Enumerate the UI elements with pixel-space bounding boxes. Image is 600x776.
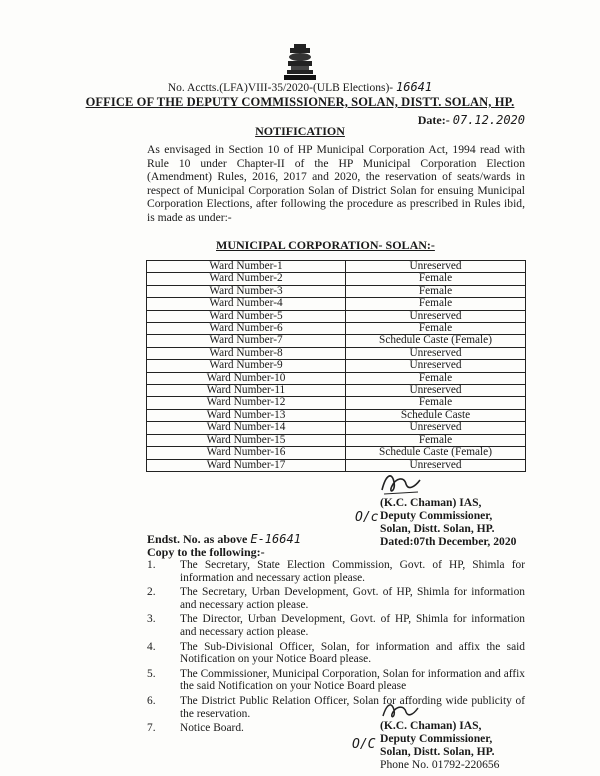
signatory-phone: Phone No. 01792-220656 [380, 758, 500, 771]
list-item [147, 559, 525, 584]
ward-number-cell: Ward Number-1 [147, 261, 346, 273]
table-row [147, 285, 526, 297]
signatory-location: Solan, Distt. Solan, HP. [380, 745, 495, 758]
list-item-text: The Director, Urban Development, Govt. of HP, Shimla for information and necessary action please. [180, 613, 525, 638]
signature-block-2 [380, 719, 499, 771]
list-item-number: 7. [147, 722, 156, 735]
list-item [147, 586, 525, 611]
list-item-text: Notice Board. [180, 722, 244, 735]
reservation-cell: Unreserved [346, 261, 526, 273]
table-row [147, 447, 526, 459]
list-item [147, 695, 525, 720]
signatory-name: (K.C. Chaman) IAS, [380, 496, 482, 509]
list-item-number: 3. [147, 613, 156, 626]
table-row [147, 409, 526, 421]
ward-number-cell: Ward Number-8 [147, 347, 346, 359]
list-item-number: 4. [147, 640, 156, 653]
ward-number-cell: Ward Number-10 [147, 372, 346, 384]
ward-number-cell: Ward Number-14 [147, 422, 346, 434]
ward-number-cell: Ward Number-7 [147, 335, 346, 347]
ward-number-cell: Ward Number-12 [147, 397, 346, 409]
ward-number-cell: Ward Number-5 [147, 310, 346, 322]
list-item [147, 613, 525, 638]
table-row [147, 385, 526, 397]
office-title: OFFICE OF THE DEPUTY COMMISSIONER, SOLAN, DISTT. SOLAN, HP. [85, 95, 515, 109]
table-row [147, 323, 526, 335]
signature-mark [378, 470, 424, 498]
list-item-number: 5. [147, 667, 156, 680]
state-emblem-icon [282, 44, 318, 82]
endorsement-number: Endst. No. as above E-16641 [147, 532, 301, 546]
table-row [147, 310, 526, 322]
ward-number-cell: Ward Number-15 [147, 434, 346, 446]
reservation-cell: Unreserved [346, 310, 526, 322]
table-row [147, 347, 526, 359]
ward-number-cell: Ward Number-16 [147, 447, 346, 459]
list-item-number: 1. [147, 559, 156, 571]
reference-number-handwritten: 16641 [396, 80, 433, 94]
notification-heading: NOTIFICATION [255, 124, 345, 138]
ward-number-cell: Ward Number-6 [147, 323, 346, 335]
table-row [147, 397, 526, 409]
ward-number-cell: Ward Number-17 [147, 459, 346, 471]
signature-date: Dated:07th December, 2020 [380, 535, 517, 548]
reference-number: No. Acctts.(LFA)VIII-35/2020-(ULB Elections)- 16641 [167, 80, 433, 94]
list-item-text: The District Public Relation Officer, Solan for affording wide publicity of the reservation. [180, 694, 525, 720]
list-item [147, 668, 525, 693]
oc-mark-2: O/C [352, 737, 376, 752]
notification-body: As envisaged in Section 10 of HP Municipal Corporation Act, 1994 read with Rule 10 under Chapter-II of the HP Municipal Corporation Election (Amendment) Rules, 2016, 2017 and 2020, the reservation of seats/wards in respect of Municipal Corporation Solan of District Solan for ensuing Municipal Corporation Elections, after following the procedure as prescribed in Rules ibid, is made as under:- [147, 143, 525, 224]
reservation-cell: Female [346, 323, 526, 335]
signature-block-1 [380, 496, 516, 548]
list-item-number: 6. [147, 694, 156, 707]
list-item-number: 2. [147, 586, 156, 599]
table-subheading: MUNICIPAL CORPORATION- SOLAN:- [216, 238, 435, 252]
reservation-cell: Female [346, 298, 526, 310]
issue-date: Date:- 07.12.2020 [417, 113, 525, 127]
table-row [147, 335, 526, 347]
copy-to-heading: Copy to the following:- [147, 545, 265, 559]
signatory-location: Solan, Distt. Solan, HP. [380, 522, 495, 535]
signatory-designation: Deputy Commissioner, [380, 732, 493, 745]
reservation-cell: Female [346, 434, 526, 446]
list-item-text: The Secretary, State Election Commission, Govt. of HP, Shimla for information and necessary action please. [180, 559, 525, 584]
ward-reservation-table [146, 260, 526, 472]
list-item-text: The Secretary, Urban Development, Govt. of HP, Shimla for information and necessary action please. [180, 586, 525, 611]
reservation-cell: Schedule Caste (Female) [346, 447, 526, 459]
reservation-cell: Schedule Caste [346, 409, 526, 421]
reservation-cell: Unreserved [346, 459, 526, 471]
table-row [147, 261, 526, 273]
table-row [147, 372, 526, 384]
reservation-cell: Unreserved [346, 347, 526, 359]
copy-to-list [147, 559, 525, 737]
ward-number-cell: Ward Number-11 [147, 385, 346, 397]
ward-number-cell: Ward Number-4 [147, 298, 346, 310]
reservation-cell: Unreserved [346, 360, 526, 372]
list-item-text: The Commissioner, Municipal Corporation, Solan for information and affix the said Notification on your Notice Board please [180, 667, 525, 693]
table-row [147, 422, 526, 434]
table-row [147, 273, 526, 285]
ward-number-cell: Ward Number-3 [147, 285, 346, 297]
signatory-name: (K.C. Chaman) IAS, [380, 719, 482, 732]
table-row [147, 459, 526, 471]
reservation-cell: Female [346, 285, 526, 297]
reservation-cell: Female [346, 273, 526, 285]
list-item-text: The Sub-Divisional Officer, Solan, for information and affix the said Notification on your Notice Board please. [180, 640, 525, 666]
table-row [147, 298, 526, 310]
reservation-cell: Unreserved [346, 385, 526, 397]
reservation-cell: Unreserved [346, 422, 526, 434]
ward-number-cell: Ward Number-2 [147, 273, 346, 285]
reservation-cell: Female [346, 372, 526, 384]
signatory-designation: Deputy Commissioner, [380, 509, 493, 522]
table-row [147, 360, 526, 372]
oc-mark-1: O/c [355, 510, 379, 525]
ward-number-cell: Ward Number-9 [147, 360, 346, 372]
reservation-cell: Schedule Caste (Female) [346, 335, 526, 347]
table-row [147, 434, 526, 446]
reservation-cell: Female [346, 397, 526, 409]
ward-number-cell: Ward Number-13 [147, 409, 346, 421]
list-item [147, 641, 525, 666]
